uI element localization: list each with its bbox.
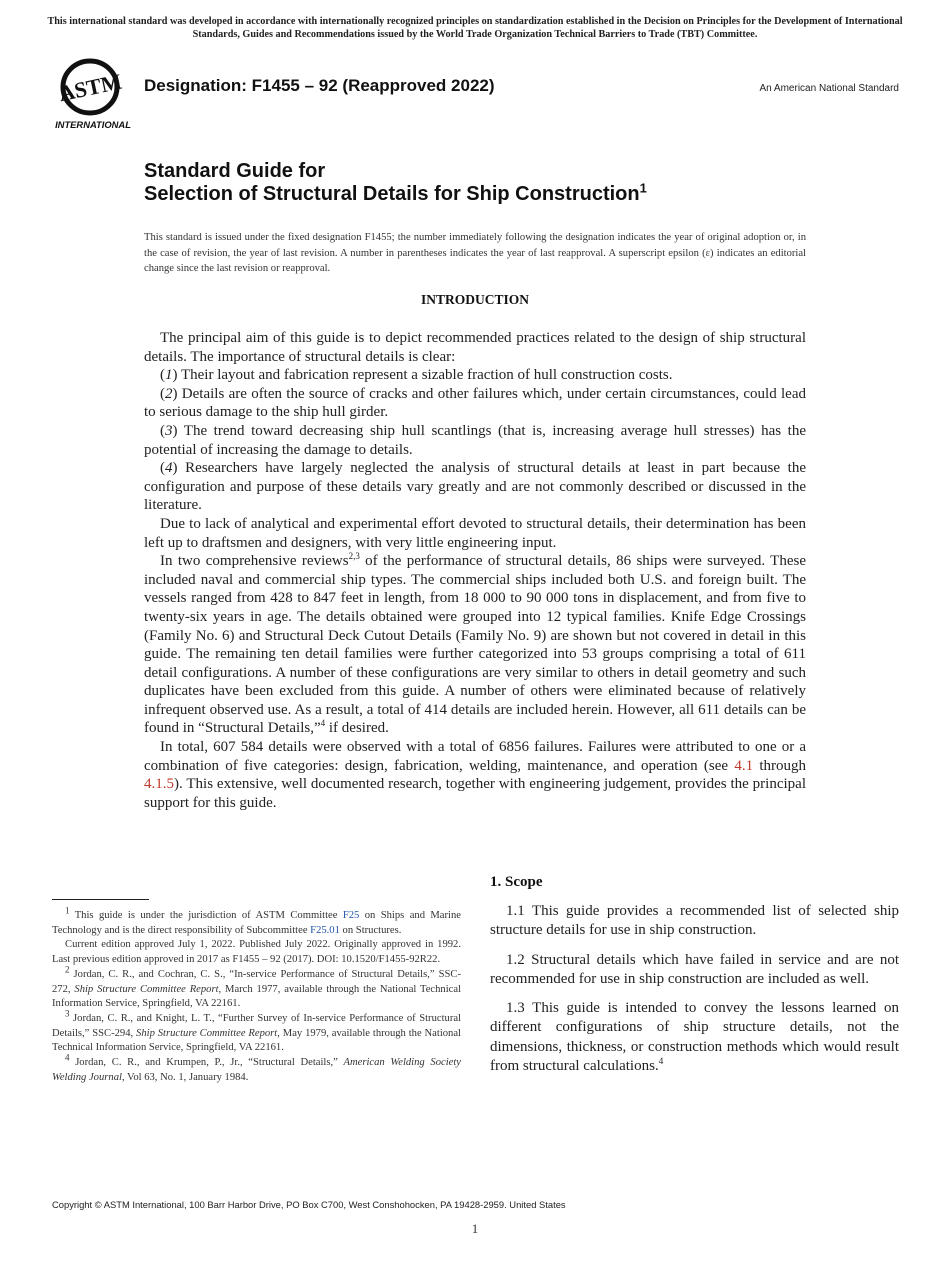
committee-link-f25[interactable]: F25 <box>342 910 360 921</box>
intro-paragraph: In two comprehensive reviews$^{2,3}$ of the performance of structural details, 86 ships were surveyed. These included naval and commercial ship types. The commercial ships included both U.S. and foreign built. The vessels ranged from 428 to 847 feet in length, from 18 000 to 90 000 tons in displacement, and from five to twenty-six years in age. The details obtained were grouped into 12 typical families. Knife Edge Crossings (Family No. 6) and Structural Deck Cutout Details (Family No. 9) are shown but not covered in detail in this guide. The remaining ten detail families were further categorized into 53 groups comprising a total of 611 detail configurations. A number of these configurations are very similar to others in detail geometry and such duplicates have been excluded from this guide. A number of others were eliminated because of relatively infrequent observed use. As a result, a total of 414 details are included herein. However, all 611 details can be found in “Structural Details,”$^4$ if desired. <box>144 551 806 737</box>
footnote-divider <box>52 899 149 900</box>
section-link-4-1[interactable]: 4.1 <box>734 757 754 774</box>
intro-paragraph: The principal aim of this guide is to depict recommended practices related to the design of ship structural details. The importance of structural details is clear: <box>144 330 806 365</box>
title-footnote-ref[interactable]: 1 <box>639 180 647 196</box>
copyright-notice: Copyright © ASTM International, 100 Barr Harbor Drive, PO Box C700, West Conshohocken, PA 19428-2959. United States <box>52 1199 566 1210</box>
page-number: 1 <box>471 1221 479 1236</box>
national-standard-label: An American National Standard <box>759 83 899 94</box>
intro-paragraph: Due to lack of analytical and experimental effort devoted to structural details, their determination has been left up to draftsmen and designers, with very little engineering input. <box>144 515 806 551</box>
footnote-ref[interactable]: 2,3 <box>348 551 360 562</box>
intro-list-item: (4) Researchers have largely neglected the analysis of structural details at least in part because the configuration and purpose of these details vary greatly and are not commonly described or discussed in the literature. <box>144 460 806 514</box>
issued-notice: This standard is issued under the fixed designation F1455; the number immediately following the designation indicates the year of original adoption or, in the case of revision, the year of last revision. A number in parentheses indicates the year of last reapproval. A superscript epsilon (ε) indicates an editorial change since the last revision or reapproval. <box>144 232 806 274</box>
introduction-body <box>144 329 806 812</box>
footnote-ref[interactable]: 4 <box>658 1056 664 1067</box>
section-link-4-1-5[interactable]: 4.1.5 <box>144 776 174 793</box>
footnote-4: $^4$ Jordan, C. R., and Krumpen, P., Jr., “Structural Details,” American Welding Society Welding Journal, Vol 63, No. 1, January 1984. <box>52 1052 461 1083</box>
subcommittee-link-f25-01[interactable]: F25.01 <box>310 924 340 936</box>
footnote-3: $^3$ Jordan, C. R., and Knight, L. T., “Further Survey of In-service Performance of Structural Details,” SSC-294, Ship Structure Committee Report, May 1979, available through the National Technical Information Service, Springfield, VA 22161. <box>52 1008 461 1054</box>
scope-item-1-3: 1.3 This guide is intended to convey the lessons learned on different configurations of ship structure details, not the dimensions, thickness, or construction methods which would result from structural calculations.$^4$ <box>490 1000 899 1075</box>
title-line-1: Standard Guide for <box>144 160 326 182</box>
scope-body <box>490 902 899 1086</box>
logo-subtext: INTERNATIONAL <box>55 119 131 130</box>
intro-paragraph: In total, 607 584 details were observed with a total of 6856 failures. Failures were attributed to one or a combination of five categories: design, fabrication, welding, maintenance, and operation (see 4.1 through 4.1.5). This extensive, well documented research, together with engineering judgement, provides the principal support for this guide. <box>144 739 806 811</box>
scope-item-1-2: 1.2 Structural details which have failed in service and are not recommended for use in ship construction are included as well. <box>490 951 899 987</box>
introduction-heading: INTRODUCTION <box>420 292 529 307</box>
wto-notice: This international standard was developed in accordance with internationally recognized principles on standardization established in the Decision on Principles for the Development of International Standards, Guides and Recommendations issued by the World Trade Organization Technical Barriers to Trade (TBT) Committee. <box>47 16 903 40</box>
intro-list-item: (1) Their layout and fabrication represent a sizable fraction of hull construction costs. <box>160 367 673 384</box>
page-title <box>144 160 647 206</box>
footnote-1: $^1$ This guide is under the jurisdiction of ASTM Committee F25 on Ships and Marine Technology and is the direct responsibility of Subcommittee F25.01 on Structures. <box>52 905 461 936</box>
scope-heading: 1. Scope <box>490 874 543 890</box>
scope-item-1-1: 1.1 This guide provides a recommended list of selected ship structure details for use in ship construction. <box>490 903 899 939</box>
title-line-2: Selection of Structural Details for Ship Construction$^1$ <box>144 180 647 205</box>
intro-list-item: (2) Details are often the source of cracks and other failures which, under certain circumstances, could lead to serious damage to the ship hull girder. <box>144 385 806 421</box>
footnote-edition: Current edition approved July 1, 2022. Published July 2022. Originally approved in 1992. Last previous edition approved in 2017 as F1455 – 92 (2017). DOI: 10.1520/F1455-92R22. <box>52 939 461 966</box>
astm-logo <box>52 56 136 132</box>
footnote-2: $^2$ Jordan, C. R., and Cochran, C. S., “In-service Performance of Structural Details,” SSC-272, Ship Structure Committee Report, March 1977, available through the National Technical Information Service, Springfield, VA 22161. <box>52 964 462 1010</box>
intro-list-item: (3) The trend toward decreasing ship hull scantlings (that is, increasing average hull stresses) has the potential of increasing the damage to details. <box>144 422 806 458</box>
footnotes <box>52 905 462 1085</box>
footnote-ref[interactable]: 4 <box>320 718 326 729</box>
logo-text: ASTM <box>56 68 124 107</box>
designation: Designation: F1455 – 92 (Reapproved 2022) <box>144 76 495 95</box>
